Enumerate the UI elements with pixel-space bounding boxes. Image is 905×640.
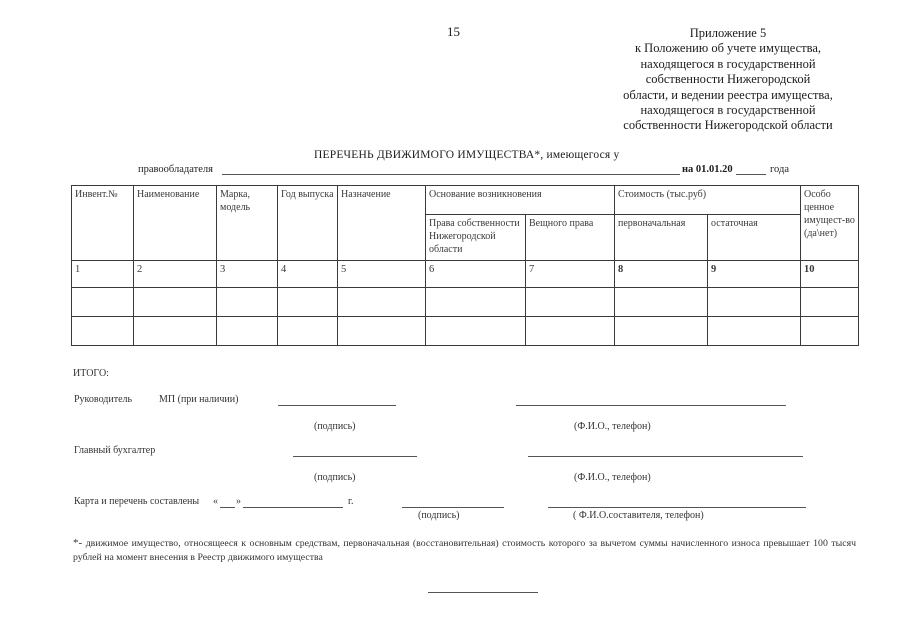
table-cell[interactable] xyxy=(708,288,801,317)
header-purpose: Назначение xyxy=(338,186,426,261)
footnote xyxy=(73,536,856,565)
header-cost: Стоимость (тыс.руб) xyxy=(615,186,801,215)
page-number: 15 xyxy=(447,24,460,39)
compiler-fio-caption: ( Ф.И.О.составителя, телефон) xyxy=(573,510,704,521)
table-cell[interactable] xyxy=(338,317,426,346)
table-cell[interactable] xyxy=(708,317,801,346)
compiler-signature-caption: (подпись) xyxy=(418,510,460,521)
annex-line: находящегося в государственной xyxy=(640,103,816,118)
compiler-signature-line[interactable] xyxy=(402,507,504,508)
stamp-label: МП (при наличии) xyxy=(159,394,239,405)
table-cell[interactable] xyxy=(278,288,338,317)
date-input-line xyxy=(736,174,766,175)
head-label: Руководитель xyxy=(74,394,133,405)
total-label: ИТОГО: xyxy=(73,368,109,379)
column-number: 9 xyxy=(708,261,801,288)
header-basis-real-right: Вещного права xyxy=(526,215,615,261)
table-cell[interactable] xyxy=(615,288,708,317)
accountant-signature-line[interactable] xyxy=(293,456,417,457)
annex-line: к Положению об учете имущества, xyxy=(634,41,822,56)
table-cell[interactable] xyxy=(426,317,526,346)
annex-line: находящегося в государственной xyxy=(640,56,816,71)
compiler-fio-line[interactable] xyxy=(548,507,806,508)
accountant-label: Главный бухгалтер xyxy=(74,445,156,456)
header-basis-ownership: Права собственности Нижегородской области xyxy=(426,215,526,261)
annex-line: собственности Нижегородской xyxy=(645,72,811,87)
table-cell[interactable] xyxy=(72,288,134,317)
compiled-day-line[interactable] xyxy=(220,507,235,508)
table-cell[interactable] xyxy=(526,317,615,346)
head-fio-line[interactable] xyxy=(516,405,786,406)
table-cell[interactable] xyxy=(801,317,859,346)
column-number: 4 xyxy=(278,261,338,288)
header-cost-residual: остаточная xyxy=(708,215,801,261)
date-label: на 01.01.20 xyxy=(682,164,733,175)
property-table xyxy=(71,185,859,346)
accountant-fio-caption: (Ф.И.О., телефон) xyxy=(574,472,651,483)
header-inv: Инвент.№ xyxy=(72,186,134,261)
footnote-text: движимое имущество, относящееся к основным средствам, первоначальная (восстановительная) стоимость которого за вычетом суммы начисленного износа превышает 100 тысяч рублей на момент внесения в Реестр движимого имущества xyxy=(73,538,856,563)
table-cell[interactable] xyxy=(217,317,278,346)
table-cell[interactable] xyxy=(134,317,217,346)
table-cell[interactable] xyxy=(72,317,134,346)
annex-line: области, и ведении реестра имущества, xyxy=(623,87,833,102)
footnote-mark: *- xyxy=(73,537,83,549)
annex-line: собственности Нижегородской области xyxy=(623,118,833,133)
holder-label: правообладателя xyxy=(138,164,213,175)
bottom-divider xyxy=(428,592,538,593)
column-number: 8 xyxy=(615,261,708,288)
header-name: Наименование xyxy=(134,186,217,261)
header-cost-initial: первоначальная xyxy=(615,215,708,261)
accountant-signature-caption: (подпись) xyxy=(314,472,356,483)
column-number: 2 xyxy=(134,261,217,288)
table-row xyxy=(72,317,859,346)
table-cell[interactable] xyxy=(217,288,278,317)
compiled-label: Карта и перечень составлены xyxy=(74,496,200,507)
head-fio-caption: (Ф.И.О., телефон) xyxy=(574,421,651,432)
compiled-quote-close: » xyxy=(236,496,241,507)
annex-header xyxy=(608,26,848,134)
table-cell[interactable] xyxy=(134,288,217,317)
holder-input-line xyxy=(222,174,680,175)
compiled-month-line[interactable] xyxy=(243,507,343,508)
accountant-fio-line[interactable] xyxy=(528,456,803,457)
header-year: Год выпуска xyxy=(278,186,338,261)
compiled-year-suffix: г. xyxy=(348,496,354,507)
header-valuable: Особо ценное имущест-во (да\нет) xyxy=(801,186,859,261)
head-signature-caption: (подпись) xyxy=(314,421,356,432)
year-label: года xyxy=(770,164,789,175)
table-cell[interactable] xyxy=(526,288,615,317)
column-number: 1 xyxy=(72,261,134,288)
table-cell[interactable] xyxy=(338,288,426,317)
header-brand: Марка, модель xyxy=(217,186,278,261)
column-number: 3 xyxy=(217,261,278,288)
table-cell[interactable] xyxy=(426,288,526,317)
table-row xyxy=(72,288,859,317)
table-cell[interactable] xyxy=(615,317,708,346)
column-number: 6 xyxy=(426,261,526,288)
column-number: 7 xyxy=(526,261,615,288)
header-basis: Основание возникновения xyxy=(426,186,615,215)
document-title: ПЕРЕЧЕНЬ ДВИЖИМОГО ИМУЩЕСТВА*, имеющегося у xyxy=(314,149,620,161)
compiled-quote-open: « xyxy=(213,496,218,507)
annex-line: Приложение 5 xyxy=(689,26,767,40)
table-cell[interactable] xyxy=(278,317,338,346)
column-number: 5 xyxy=(338,261,426,288)
column-number: 10 xyxy=(801,261,859,288)
head-signature-line[interactable] xyxy=(278,405,396,406)
table-cell[interactable] xyxy=(801,288,859,317)
